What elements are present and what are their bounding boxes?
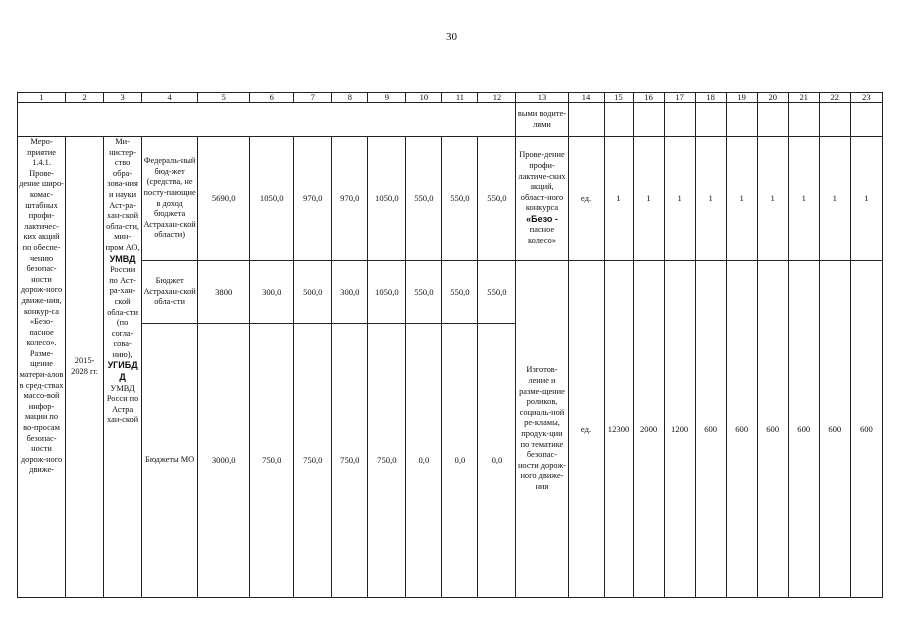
source-cell: Бюджет Астрахан-ской обла-сти (142, 261, 198, 324)
value-cell: 600 (757, 261, 788, 598)
header-cell: 10 (406, 93, 442, 103)
value-cell: 750,0 (368, 324, 406, 598)
value-cell: 600 (788, 261, 819, 598)
value-cell: 600 (850, 261, 882, 598)
value-cell: 600 (695, 261, 726, 598)
value-cell: 1 (695, 137, 726, 261)
executor-bold-text: УГИБДД (107, 360, 138, 383)
header-cell: 21 (788, 93, 819, 103)
empty-cell (18, 103, 516, 137)
value-cell: 1 (788, 137, 819, 261)
value-cell: 300,0 (250, 261, 294, 324)
empty-cell (850, 103, 882, 137)
empty-cell (604, 103, 633, 137)
value-cell: 600 (819, 261, 850, 598)
value-cell: 550,0 (478, 137, 516, 261)
budget-table (17, 92, 883, 598)
empty-cell (788, 103, 819, 137)
period-cell: 2015-2028 гг. (66, 137, 104, 598)
indicator-bold-text: «Безо - (526, 213, 558, 224)
value-cell: 1 (819, 137, 850, 261)
header-cell: 11 (442, 93, 478, 103)
value-cell: 300,0 (332, 261, 368, 324)
header-cell: 12 (478, 93, 516, 103)
value-cell: 1050,0 (368, 261, 406, 324)
value-cell: 1050,0 (368, 137, 406, 261)
value-cell: 1 (757, 137, 788, 261)
header-cell: 14 (568, 93, 604, 103)
header-cell: 23 (850, 93, 882, 103)
value-cell: 750,0 (294, 324, 332, 598)
empty-cell (757, 103, 788, 137)
table-row (18, 137, 883, 261)
executor-cell (104, 137, 142, 598)
value-cell: 1 (633, 137, 664, 261)
value-cell: 550,0 (406, 137, 442, 261)
value-cell: 0,0 (478, 324, 516, 598)
indicator-text: пасное колесо» (528, 225, 556, 246)
indicator-text: Прове-дение профи-лактиче-ских акций, област-ного конкурса (518, 150, 566, 213)
source-cell: Федераль-ный бюд-жет (средства, не посту-пающие в доход бюджета Астрахан-ской области) (142, 137, 198, 261)
value-cell: 1200 (664, 261, 695, 598)
executor-text: России по Аст-ра-хан-ской обла-сти (по согла-сова-нию), (107, 265, 138, 359)
unit-cell: ед. (568, 261, 604, 598)
header-cell: 9 (368, 93, 406, 103)
header-cell: 1 (18, 93, 66, 103)
header-cell: 22 (819, 93, 850, 103)
value-cell: 600 (726, 261, 757, 598)
page-number: 30 (446, 31, 457, 43)
value-cell: 2000 (633, 261, 664, 598)
executor-text: УМВД Росси по Астра хан-ской (106, 383, 139, 425)
header-cell: 2 (66, 93, 104, 103)
continuation-row (18, 103, 883, 137)
header-cell: 13 (516, 93, 568, 103)
header-cell: 17 (664, 93, 695, 103)
measure-cell: Меро-приятие 1.4.1. Прове-дение широ-комас-штабных профи-лактичес-ких акций по обеспе-чению безопас-ности дорож-ного движе-ния, конкур-са «Безо-пасное колесо». Разме-щение матери-алов в сред-ствах массо-вой инфор-мации по во-просам безопас-ности дорож-ного движе- (18, 137, 66, 598)
value-cell: 750,0 (250, 324, 294, 598)
header-cell: 15 (604, 93, 633, 103)
value-cell: 5690,0 (198, 137, 250, 261)
header-cell: 5 (198, 93, 250, 103)
value-cell: 1 (664, 137, 695, 261)
empty-cell (819, 103, 850, 137)
table-row (18, 261, 883, 324)
value-cell: 550,0 (442, 137, 478, 261)
value-cell: 550,0 (442, 261, 478, 324)
header-cell: 18 (695, 93, 726, 103)
value-cell: 750,0 (332, 324, 368, 598)
value-cell: 0,0 (406, 324, 442, 598)
indicator-cell: Изготов-ление и разме-щение роликов, социаль-ной ре-кламы, продук-ции по тематике безопас-ности дорож-ного движе-ния (516, 261, 568, 598)
value-cell: 12300 (604, 261, 633, 598)
header-cell: 3 (104, 93, 142, 103)
value-cell: 0,0 (442, 324, 478, 598)
value-cell: 1 (850, 137, 882, 261)
header-cell: 7 (294, 93, 332, 103)
indicator-cell: выми водите-лями (516, 103, 568, 137)
value-cell: 1 (604, 137, 633, 261)
executor-text: Ми-нистер-ство обра-зова-ния и науки Аст-ра-хан-ской обла-сти, мин-пром АО, (105, 137, 140, 252)
empty-cell (568, 103, 604, 137)
empty-cell (695, 103, 726, 137)
source-cell: Бюджеты МО (142, 324, 198, 598)
executor-bold-text: УМВД (109, 253, 136, 264)
header-row (18, 93, 883, 103)
header-cell: 16 (633, 93, 664, 103)
value-cell: 1 (726, 137, 757, 261)
header-cell: 19 (726, 93, 757, 103)
value-cell: 550,0 (478, 261, 516, 324)
header-cell: 6 (250, 93, 294, 103)
empty-cell (664, 103, 695, 137)
header-cell: 4 (142, 93, 198, 103)
empty-cell (633, 103, 664, 137)
header-cell: 20 (757, 93, 788, 103)
value-cell: 1050,0 (250, 137, 294, 261)
value-cell: 500,0 (294, 261, 332, 324)
value-cell: 550,0 (406, 261, 442, 324)
value-cell: 3000,0 (198, 324, 250, 598)
header-cell: 8 (332, 93, 368, 103)
indicator-cell (516, 137, 568, 261)
value-cell: 970,0 (294, 137, 332, 261)
value-cell: 3800 (198, 261, 250, 324)
empty-cell (726, 103, 757, 137)
unit-cell: ед. (568, 137, 604, 261)
value-cell: 970,0 (332, 137, 368, 261)
